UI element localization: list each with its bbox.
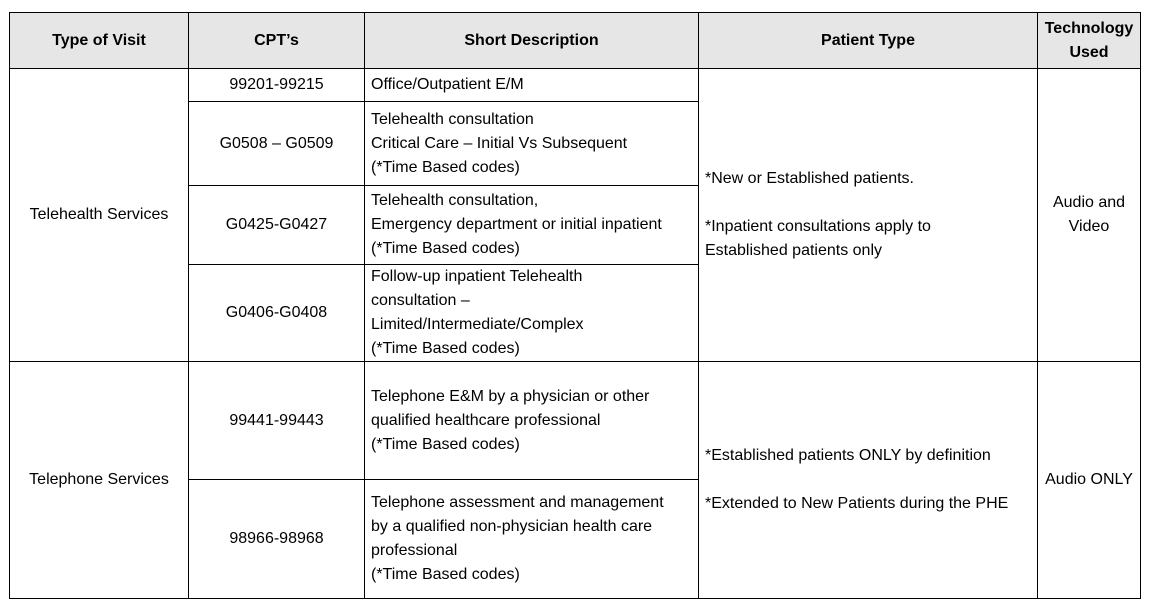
description-cell <box>365 69 699 102</box>
table-row <box>10 362 1141 480</box>
description-line: qualified healthcare professional <box>371 411 601 429</box>
cpt-cell: 99441-99443 <box>189 362 365 480</box>
header-technology-used <box>1038 13 1141 69</box>
technology-cell <box>1038 362 1141 599</box>
technology-line: Audio and <box>1052 194 1126 211</box>
description-line: by a qualified non-physician health care <box>371 518 653 535</box>
description-line: (*Time Based codes) <box>371 435 520 453</box>
description-line: consultation – <box>371 292 470 309</box>
description-line: (*Time Based codes) <box>371 240 520 257</box>
description-line: professional <box>371 542 458 559</box>
patient-type-line: *Inpatient consultations apply to <box>705 218 931 235</box>
description-cell <box>365 265 699 362</box>
header-type-of-visit: Type of Visit <box>10 13 189 69</box>
technology-cell <box>1038 69 1141 362</box>
description-line: Telehealth consultation <box>371 110 534 128</box>
description-cell <box>365 480 699 599</box>
description-cell <box>365 362 699 480</box>
patient-type-line: Established patients only <box>705 242 882 259</box>
patient-type-line: *New or Established patients. <box>705 170 914 187</box>
description-line: Office/Outpatient E/M <box>371 76 524 93</box>
header-cpts: CPT’s <box>189 13 365 69</box>
description-line: Critical Care – Initial Vs Subsequent <box>371 134 628 152</box>
description-line: Emergency department or initial inpatient <box>371 216 662 233</box>
patient-type-line: *Established patients ONLY by definition <box>705 447 991 464</box>
description-line: Telehealth consultation, <box>371 192 539 209</box>
description-cell <box>365 186 699 265</box>
header-row <box>10 13 1141 69</box>
header-technology-line1: Technology <box>1044 19 1134 37</box>
patient-type-line: *Extended to New Patients during the PHE <box>705 495 1009 512</box>
header-short-description: Short Description <box>365 13 699 69</box>
description-line: Telephone E&M by a physician or other <box>371 387 650 405</box>
patient-type-cell <box>699 69 1038 362</box>
type-of-visit-cell: Telephone Services <box>10 362 189 599</box>
technology-line: Audio ONLY <box>1045 471 1133 488</box>
description-line: Limited/Intermediate/Complex <box>371 316 584 333</box>
table-row <box>10 69 1141 102</box>
description-line: Follow-up inpatient Telehealth <box>371 268 583 285</box>
header-patient-type: Patient Type <box>699 13 1038 69</box>
cpt-cell: G0425-G0427 <box>189 186 365 265</box>
technology-line: Video <box>1068 218 1110 235</box>
type-of-visit-cell: Telehealth Services <box>10 69 189 362</box>
patient-type-cell <box>699 362 1038 599</box>
description-line: (*Time Based codes) <box>371 566 520 583</box>
cpt-table <box>9 12 1141 599</box>
cpt-cell: 99201-99215 <box>189 69 365 102</box>
cpt-cell: 98966-98968 <box>189 480 365 599</box>
header-technology-line2: Used <box>1069 43 1109 61</box>
description-cell <box>365 102 699 186</box>
cpt-cell: G0508 – G0509 <box>189 102 365 186</box>
cpt-cell: G0406-G0408 <box>189 265 365 362</box>
description-line: Telephone assessment and management <box>371 494 664 511</box>
description-line: (*Time Based codes) <box>371 158 520 176</box>
description-line: (*Time Based codes) <box>371 340 520 357</box>
